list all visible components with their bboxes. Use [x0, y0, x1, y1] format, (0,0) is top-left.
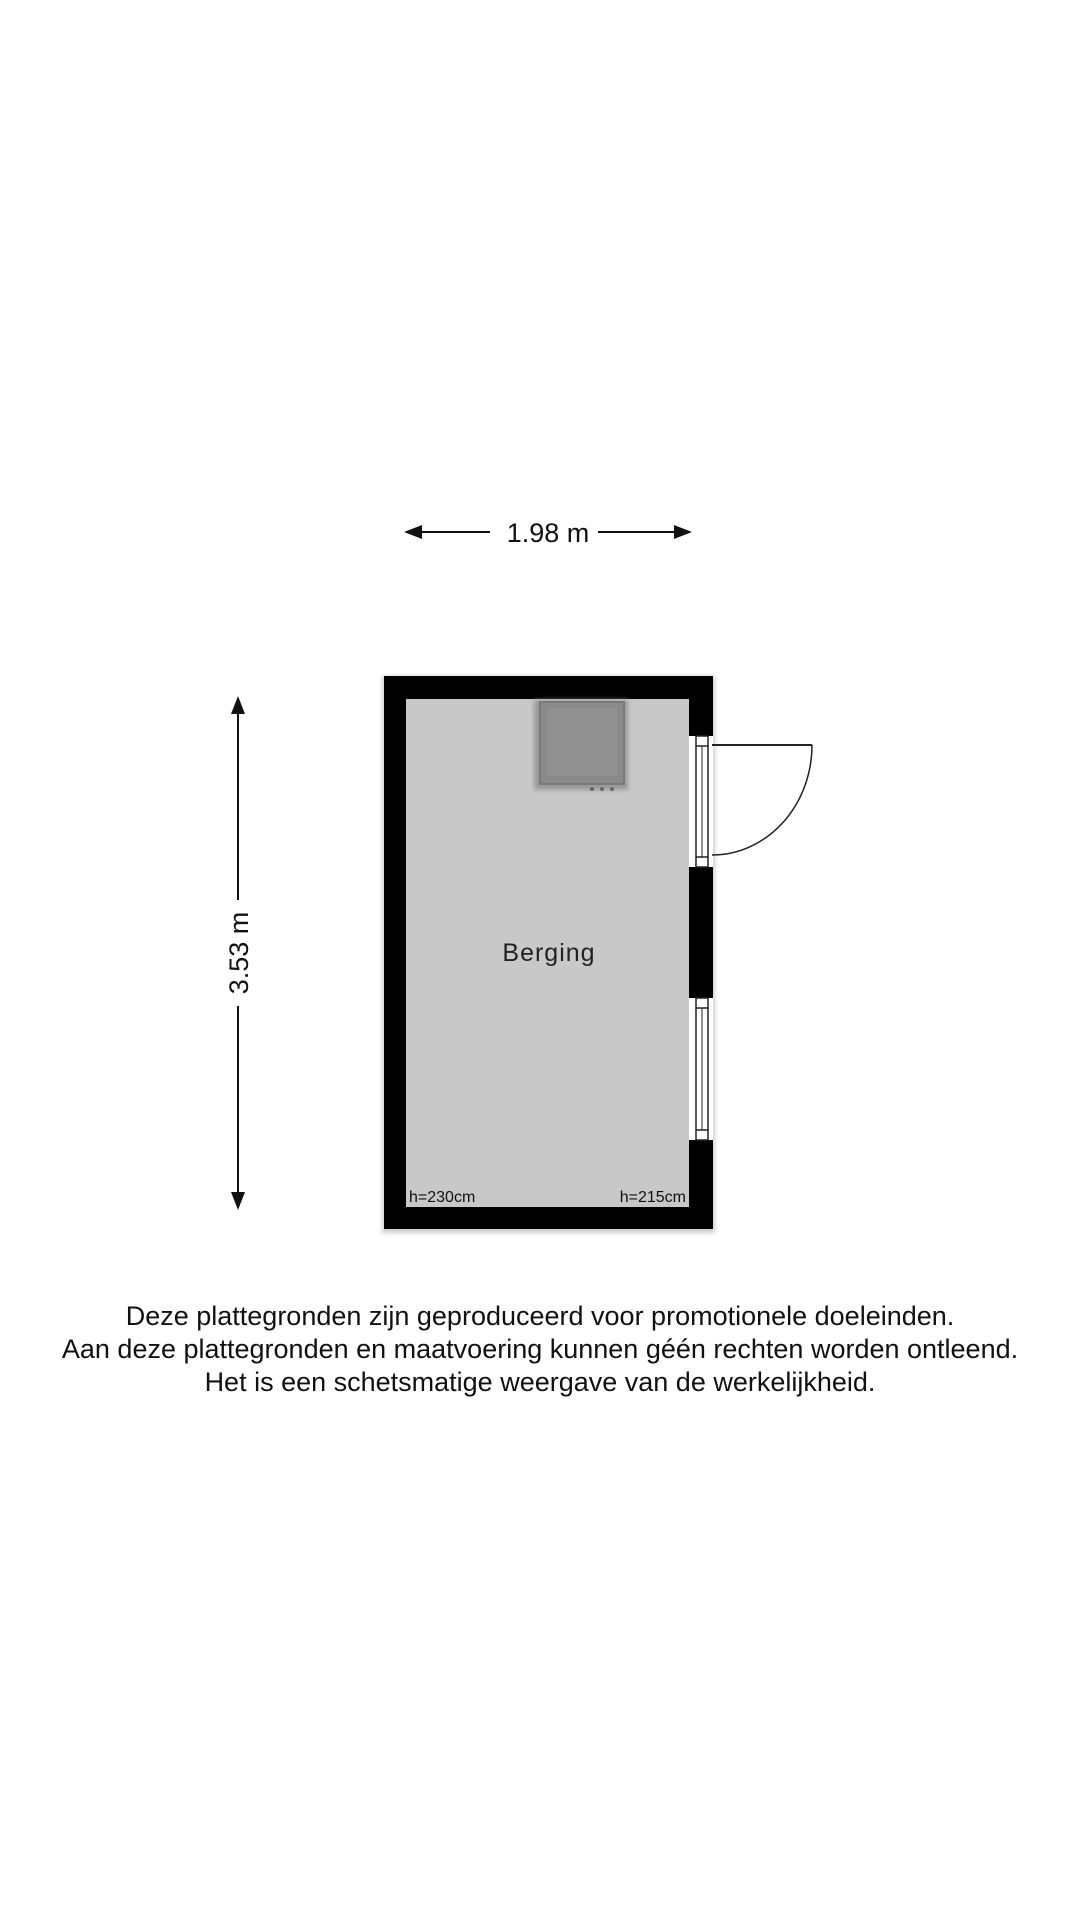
door-frame-bottom	[696, 857, 708, 867]
room-label: Berging	[502, 939, 596, 967]
door	[689, 736, 812, 867]
disclaimer-line-3: Het is een schetsmatige weergave van de werkelijkheid.	[204, 1367, 876, 1397]
fixture-top	[547, 708, 617, 776]
window	[689, 998, 713, 1140]
fixture-knob-1	[590, 787, 594, 791]
depth-arrowhead-top	[231, 696, 245, 714]
door-swing-arc	[712, 745, 812, 855]
window-frame-top	[696, 998, 708, 1008]
door-frame-top	[696, 736, 708, 746]
depth-dimension	[224, 696, 254, 1210]
room-berging	[382, 676, 812, 1233]
disclaimer	[0, 1300, 1080, 1399]
disclaimer-line-2: Aan deze plattegronden en maatvoering kunnen géén rechten worden ontleend.	[61, 1334, 1019, 1364]
fixture-knob-2	[600, 787, 604, 791]
window-frame-bottom	[696, 1130, 708, 1140]
storage-unit-fixture	[534, 700, 628, 791]
depth-label: 3.53 m	[224, 911, 254, 995]
width-label: 1.98 m	[506, 518, 590, 548]
window-opening	[689, 998, 713, 1140]
ceiling-height-left: h=230cm	[409, 1189, 476, 1206]
width-arrowhead-right	[674, 525, 692, 539]
depth-arrowhead-bottom	[231, 1192, 245, 1210]
width-dimension	[404, 518, 692, 548]
disclaimer-line-1: Deze plattegronden zijn geproduceerd voor promotionele doeleinden.	[125, 1301, 955, 1331]
door-opening	[689, 736, 713, 867]
fixture-knob-3	[610, 787, 614, 791]
ceiling-height-right: h=215cm	[619, 1189, 686, 1206]
width-arrowhead-left	[404, 525, 422, 539]
